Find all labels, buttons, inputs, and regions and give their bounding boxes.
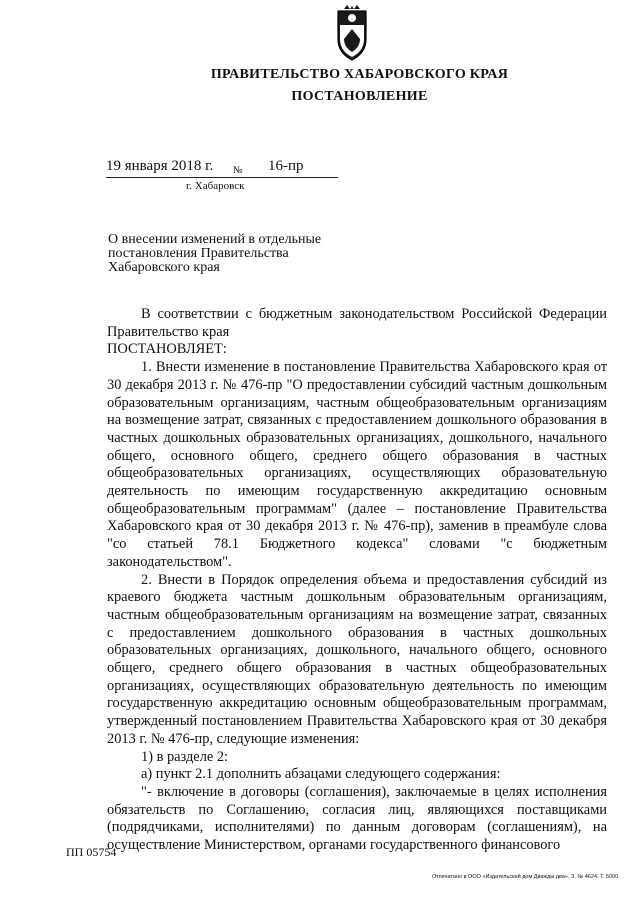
body-paragraph-item-1: 1. Внести изменение в постановление Правительства Хабаровского края от 30 декабря 2013 г. № 476-пр "О предоставлении субсидий частным дошкольным образовательным организациям, частным общеобразовательным организациям на возмещение затрат, связанных с предоставлением дошкольного образования в частных дошкольных образовательных организациях, дошкольного, начального общего, основного общего, среднего общего образования в частных общеобразовательных организациях, осуществляющих образовательную деятельность по имеющим государственную аккредитацию основным общеобразовательным программам" (далее – постановление Правительства Хабаровского края от 30 декабря 2013 г. № 476-пр), заменив в преамбуле слова "со статьей 78.1 Бюджетного кодекса" словами "с бюджетным законодательством". [107,359,607,570]
date-number-underline [106,177,338,178]
document-subject: О внесении изменений в отдельные постановления Правительства Хабаровского края [108,232,322,275]
printer-note: Отпечатано в ООО «Издательский дом Дважды два». З. № 4624. Т. 5000. [432,874,620,880]
body-paragraph-preamble: В соответствии с бюджетным законодательством Российской Федерации Правительство края [107,306,607,340]
government-title: ПРАВИТЕЛЬСТВО ХАБАРОВСКОГО КРАЯ [210,67,509,82]
document-code: ПП 05754 [66,845,117,859]
body-paragraph-quote: "- включение в договоры (соглашения), заключаемые в целях исполнения обязательств по Соглашению, согласия лиц, являющихся поставщиками (подрядчиками, исполнителями) по данным договорам (соглашениям), на осуществление Министерством, органами государственного финансового [107,783,607,854]
body-paragraph-section-2: 1) в разделе 2: [141,748,229,765]
document-number: 16-пр [268,158,304,174]
document-date: 19 января 2018 г. [106,158,214,174]
body-paragraph-item-2: 2. Внести в Порядок определения объема и предоставления субсидий из краевого бюджета частным дошкольным образовательным организациям, частным общеобразовательным организациям на возмещение затрат, связанных с предоставлением дошкольного образования в частных дошкольных образовательных организациях, дошкольного, начального общего, основного общего, среднего общего образования в частных общеобразовательных организациях, осуществляющих образовательную деятельность по имеющим государственную аккредитацию основным общеобразовательным программам, утвержденный постановлением Правительства Хабаровского края от 30 декабря 2013 г. № 476-пр, следующие изменения: [107,571,607,747]
document-body [107,306,607,855]
document-type-title: ПОСТАНОВЛЕНИЕ [291,89,428,104]
body-paragraph-point-2-1: а) пункт 2.1 дополнить абзацами следующего содержания: [141,766,501,783]
body-paragraph-resolves: ПОСТАНОВЛЯЕТ: [107,341,227,358]
number-sign: № [233,165,243,176]
coat-of-arms-emblem [332,5,372,63]
document-city: г. Хабаровск [186,180,245,192]
